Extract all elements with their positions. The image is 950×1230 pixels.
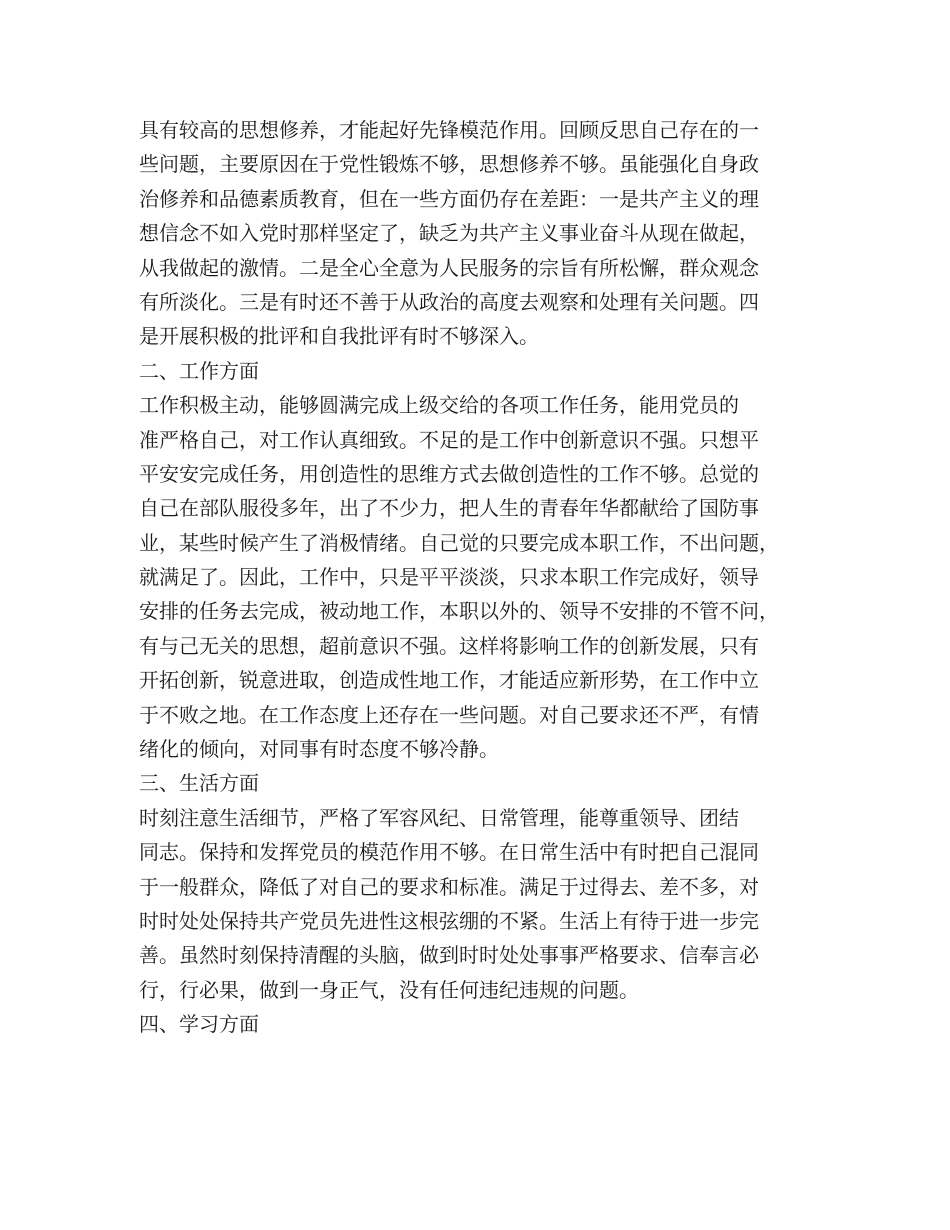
text-line: 自己在部队服役多年，出了不少力，把人生的青春年华都献给了国防事 bbox=[139, 496, 759, 521]
text-line: 具有较高的思想修养，才能起好先锋模范作用。回顾反思自己存在的一 bbox=[139, 118, 759, 142]
text-line: 时刻注意生活细节，严格了军容风纪、日常管理，能尊重领导、团结 bbox=[139, 805, 739, 830]
text-line: 安排的任务去完成，被动地工作，本职以外的、领导不安排的不管不问， bbox=[139, 599, 779, 624]
text-line: 绪化的倾向，对同事有时态度不够冷静。 bbox=[139, 737, 499, 762]
section-heading-life: 三、生活方面 bbox=[139, 771, 259, 796]
text-line: 就满足了。因此，工作中，只是平平淡淡，只求本职工作完成好，领导 bbox=[139, 565, 759, 590]
text-line: 同志。保持和发挥党员的模范作用不够。在日常生活中有时把自己混同 bbox=[139, 840, 759, 865]
text-line: 工作积极主动，能够圆满完成上级交给的各项工作任务，能用党员的 bbox=[139, 393, 739, 418]
document-page bbox=[139, 113, 829, 1042]
text-line: 是开展积极的批评和自我批评有时不够深入。 bbox=[139, 324, 539, 349]
text-line: 平安安完成任务，用创造性的思维方式去做创造性的工作不够。总觉的 bbox=[139, 461, 759, 486]
text-line: 于一般群众，降低了对自己的要求和标准。满足于过得去、差不多，对 bbox=[139, 874, 759, 899]
text-line: 业，某些时候产生了消极情绪。自己觉的只要完成本职工作，不出问题， bbox=[139, 530, 779, 555]
section-heading-study: 四、学习方面 bbox=[139, 1012, 259, 1037]
text-line: 从我做起的激情。二是全心全意为人民服务的宗旨有所松懈，群众观念 bbox=[139, 255, 759, 280]
text-line: 行，行必果，做到一身正气，没有任何违纪违规的问题。 bbox=[139, 977, 639, 1002]
text-line: 有所淡化。三是有时还不善于从政治的高度去观察和处理有关问题。四 bbox=[139, 289, 759, 314]
section-heading-work: 二、工作方面 bbox=[139, 358, 259, 383]
text-line: 善。虽然时刻保持清醒的头脑，做到时时处处事事严格要求、信奉言必 bbox=[139, 943, 759, 968]
text-line: 些问题，主要原因在于党性锻炼不够，思想修养不够。虽能强化自身政 bbox=[139, 152, 759, 177]
text-line: 有与己无关的思想，超前意识不强。这样将影响工作的创新发展，只有 bbox=[139, 633, 759, 658]
text-line: 时时处处保持共产党员先进性这根弦绷的不紧。生活上有待于进一步完 bbox=[139, 908, 759, 933]
text-line: 于不败之地。在工作态度上还存在一些问题。对自己要求还不严，有情 bbox=[139, 702, 759, 727]
text-line: 开拓创新，锐意进取，创造成性地工作，才能适应新形势，在工作中立 bbox=[139, 668, 759, 693]
text-line: 准严格自己，对工作认真细致。不足的是工作中创新意识不强。只想平 bbox=[139, 427, 759, 452]
text-line: 想信念不如入党时那样坚定了，缺乏为共产主义事业奋斗从现在做起， bbox=[139, 221, 759, 246]
text-line: 治修养和品德素质教育，但在一些方面仍存在差距：一是共产主义的理 bbox=[139, 186, 759, 211]
